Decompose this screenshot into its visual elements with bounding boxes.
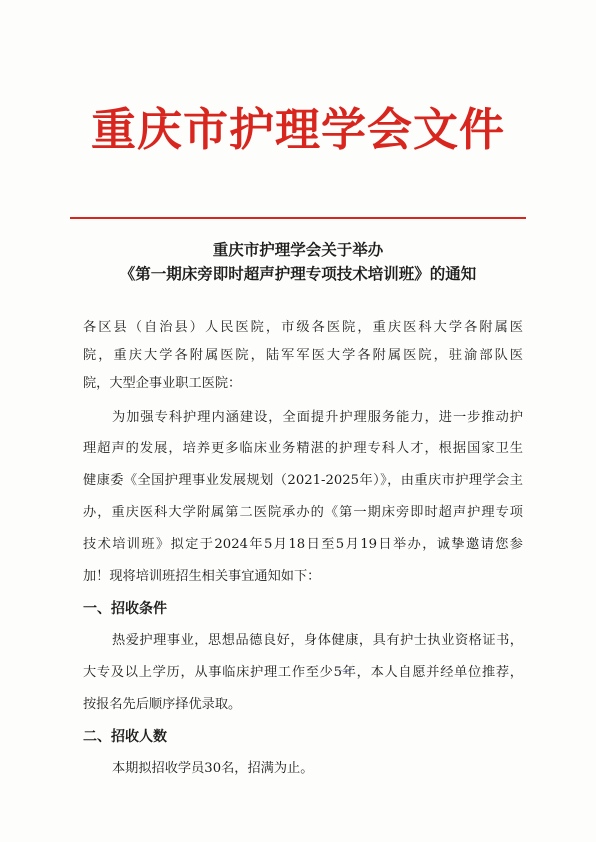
intro-paragraph-line: 办，重庆医科大学附属第二医院承办的《第一期床旁即时超声护理专项 — [83, 505, 523, 520]
intro-paragraph-line: 理超声的发展，培养更多临床业务精湛的护理专科人才，根据国家卫生 — [83, 441, 523, 456]
section-1-line: 按报名先后顺序择优录取。 — [83, 697, 242, 712]
section-heading-enrollment-count: 二、招收人数 — [83, 729, 167, 745]
section-1-line: 热爱护理事业，思想品德良好，身体健康，具有护士执业资格证书， — [112, 633, 523, 648]
notice-title-line-1: 重庆市护理学会关于举办 — [212, 240, 384, 259]
intro-paragraph-line: 加！现将培训班招生相关事宜通知如下： — [83, 569, 321, 584]
addressee-line: 各区县（自治县）人民医院，市级各医院，重庆医科大学各附属医 — [83, 320, 523, 335]
addressee-line: 院，重庆大学各附属医院，陆军军医大学各附属医院，驻渝部队医 — [83, 348, 523, 363]
intro-paragraph-line: 为加强专科护理内涵建设，全面提升护理服务能力，进一步推动护 — [112, 410, 523, 425]
org-document-header: 重庆市护理学会文件 — [90, 103, 505, 156]
intro-paragraph-line: 健康委《全国护理事业发展规划（2021-2025年）》，由重庆市护理学会主 — [83, 473, 523, 488]
section-2-line: 本期拟招收学员30名，招满为止。 — [112, 761, 314, 776]
section-1-line: 大专及以上学历，从事临床护理工作至少5年，本人自愿并经单位推荐， — [83, 665, 523, 680]
red-header-rule — [70, 217, 526, 219]
section-heading-admission-requirements: 一、招收条件 — [83, 601, 167, 617]
addressee-line: 院，大型企事业职工医院： — [83, 376, 242, 391]
intro-paragraph-line: 技术培训班》拟定于2024年5月18日至5月19日举办，诚挚邀请您参 — [83, 537, 523, 552]
notice-title-line-2: 《第一期床旁即时超声护理专项技术培训班》的通知 — [119, 264, 477, 283]
